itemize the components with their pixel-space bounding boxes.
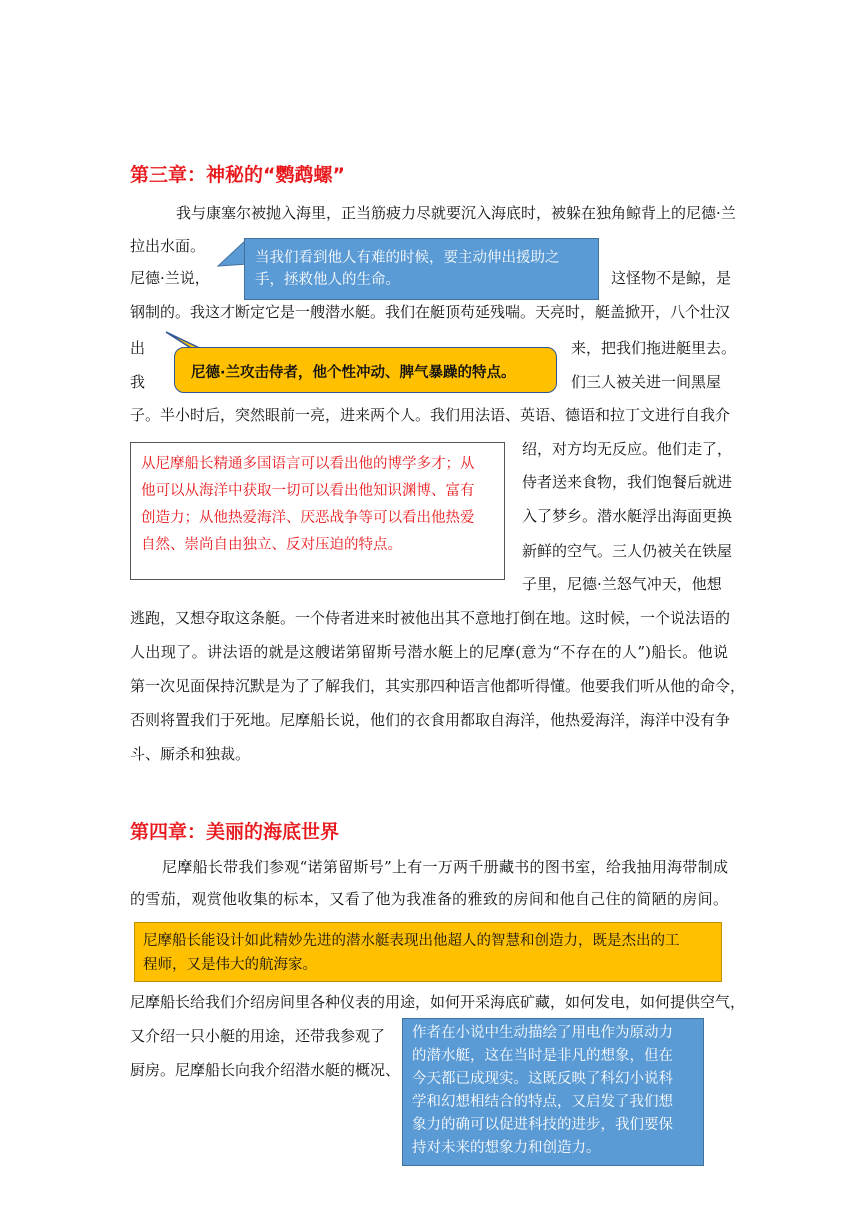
note-line: 持对未来的想象力和创造力。	[412, 1140, 601, 1156]
note-line: 手，拯救他人的生命。	[255, 272, 400, 288]
note-line: 象力的确可以促进科技的进步，我们要保	[412, 1117, 673, 1133]
note-line: 今天都已成现实。这既反映了科幻小说科	[412, 1071, 673, 1087]
body-line: 钢制的。我这才断定它是一艘潜水艇。我们在艇顶苟延残喘。天亮时，艇盖掀开，八个壮汉	[130, 303, 731, 321]
note-line: 程师，又是伟大的航海家。	[143, 957, 317, 973]
body-line: 新鲜的空气。三人仍被关在铁屋	[522, 542, 733, 560]
body-line: 斗、厮杀和独裁。	[130, 745, 251, 763]
body-line: 出	[130, 339, 146, 357]
body-line: 人出现了。讲法语的就是这艘诺第留斯号潜水艇上的尼摩(意为“不存在的人”)船长。他说	[130, 643, 728, 661]
annotation-box-red	[130, 442, 505, 580]
note-line: 的潜水艇，这在当时是非凡的想象，但在	[412, 1048, 673, 1064]
body-line: 尼摩船长带我们参观“诺第留斯号”上有一万两千册藏书的图书室，给我抽用海带制成	[162, 858, 728, 876]
note-line: 从尼摩船长精通多国语言可以看出他的博学多才；从	[141, 456, 475, 472]
note-line: 作者在小说中生动描绘了用电作为原动力	[412, 1025, 673, 1041]
body-line: 否则将置我们于死地。尼摩船长说，他们的衣食用都取自海洋，他热爱海洋，海洋中没有争	[130, 711, 731, 729]
note-line: 创造力；从他热爱海洋、厌恶战争等可以看出他热爱	[141, 510, 475, 526]
body-line: 子。半小时后，突然眼前一亮，进来两个人。我们用法语、英语、德语和拉丁文进行自我介	[130, 406, 731, 424]
note-line: 他可以从海洋中获取一切可以看出他知识渊博、富有	[141, 483, 475, 499]
body-line: 尼摩船长给我们介绍房间里各种仪表的用途，如何开采海底矿藏，如何发电，如何提供空气，	[130, 993, 746, 1011]
chapter-4-title: 第四章：美丽的海底世界	[130, 821, 340, 843]
body-line: 这怪物不是鲸，是	[611, 269, 732, 287]
body-line: 我与康塞尔被抛入海里，正当筋疲力尽就要沉入海底时，被躲在独角鲸背上的尼德·兰	[176, 204, 736, 222]
note-line: 学和幻想相结合的特点，又启发了我们想	[412, 1094, 673, 1110]
note-line: 当我们看到他人有难的时候，要主动伸出援助之	[255, 250, 560, 266]
body-line: 侍者送来食物，我们饱餐后就进	[522, 473, 733, 491]
body-line: 来，把我们拖进艇里去。	[571, 339, 737, 357]
body-line: 厨房。尼摩船长向我介绍潜水艇的概况、	[130, 1061, 401, 1079]
note-line: 尼摩船长能设计如此精妙先进的潜水艇表现出他超人的智慧和创造力，既是杰出的工	[143, 933, 680, 949]
annotation-box-orange	[134, 922, 722, 982]
body-line: 的雪茄，观赏他收集的标本，又看了他为我准备的雅致的房间和他自己住的简陋的房间。	[130, 890, 728, 908]
body-line: 入了梦乡。潜水艇浮出海面更换	[522, 507, 733, 525]
body-line: 逃跑，又想夺取这条艇。一个侍者进来时被他出其不意地打倒在地。这时候，一个说法语的	[130, 609, 731, 627]
annotation-box-blue	[402, 1018, 704, 1166]
annotation-callout-yellow: 尼德·兰攻击侍者，他个性冲动、脾气暴躁的特点。	[174, 347, 557, 393]
body-line: 尼德·兰说，	[130, 269, 210, 287]
body-line: 绍，对方均无反应。他们走了，	[522, 440, 733, 458]
body-line: 拉出水面。	[130, 237, 206, 255]
body-line: 子里，尼德·兰怒气冲天，他想	[522, 575, 722, 593]
body-line: 们三人被关进一间黑屋	[571, 373, 722, 391]
body-line: 又介绍一只小艇的用途，还带我参观了	[130, 1027, 386, 1045]
chapter-3-title: 第三章：神秘的“鹦鹉螺”	[130, 164, 345, 186]
body-line: 第一次见面保持沉默是为了了解我们，其实那四种语言他都听得懂。他要我们听从他的命令，	[130, 677, 746, 695]
note-line: 自然、崇尚自由独立、反对压迫的特点。	[141, 537, 402, 553]
annotation-callout-blue	[244, 238, 599, 300]
body-line: 我	[130, 373, 146, 391]
